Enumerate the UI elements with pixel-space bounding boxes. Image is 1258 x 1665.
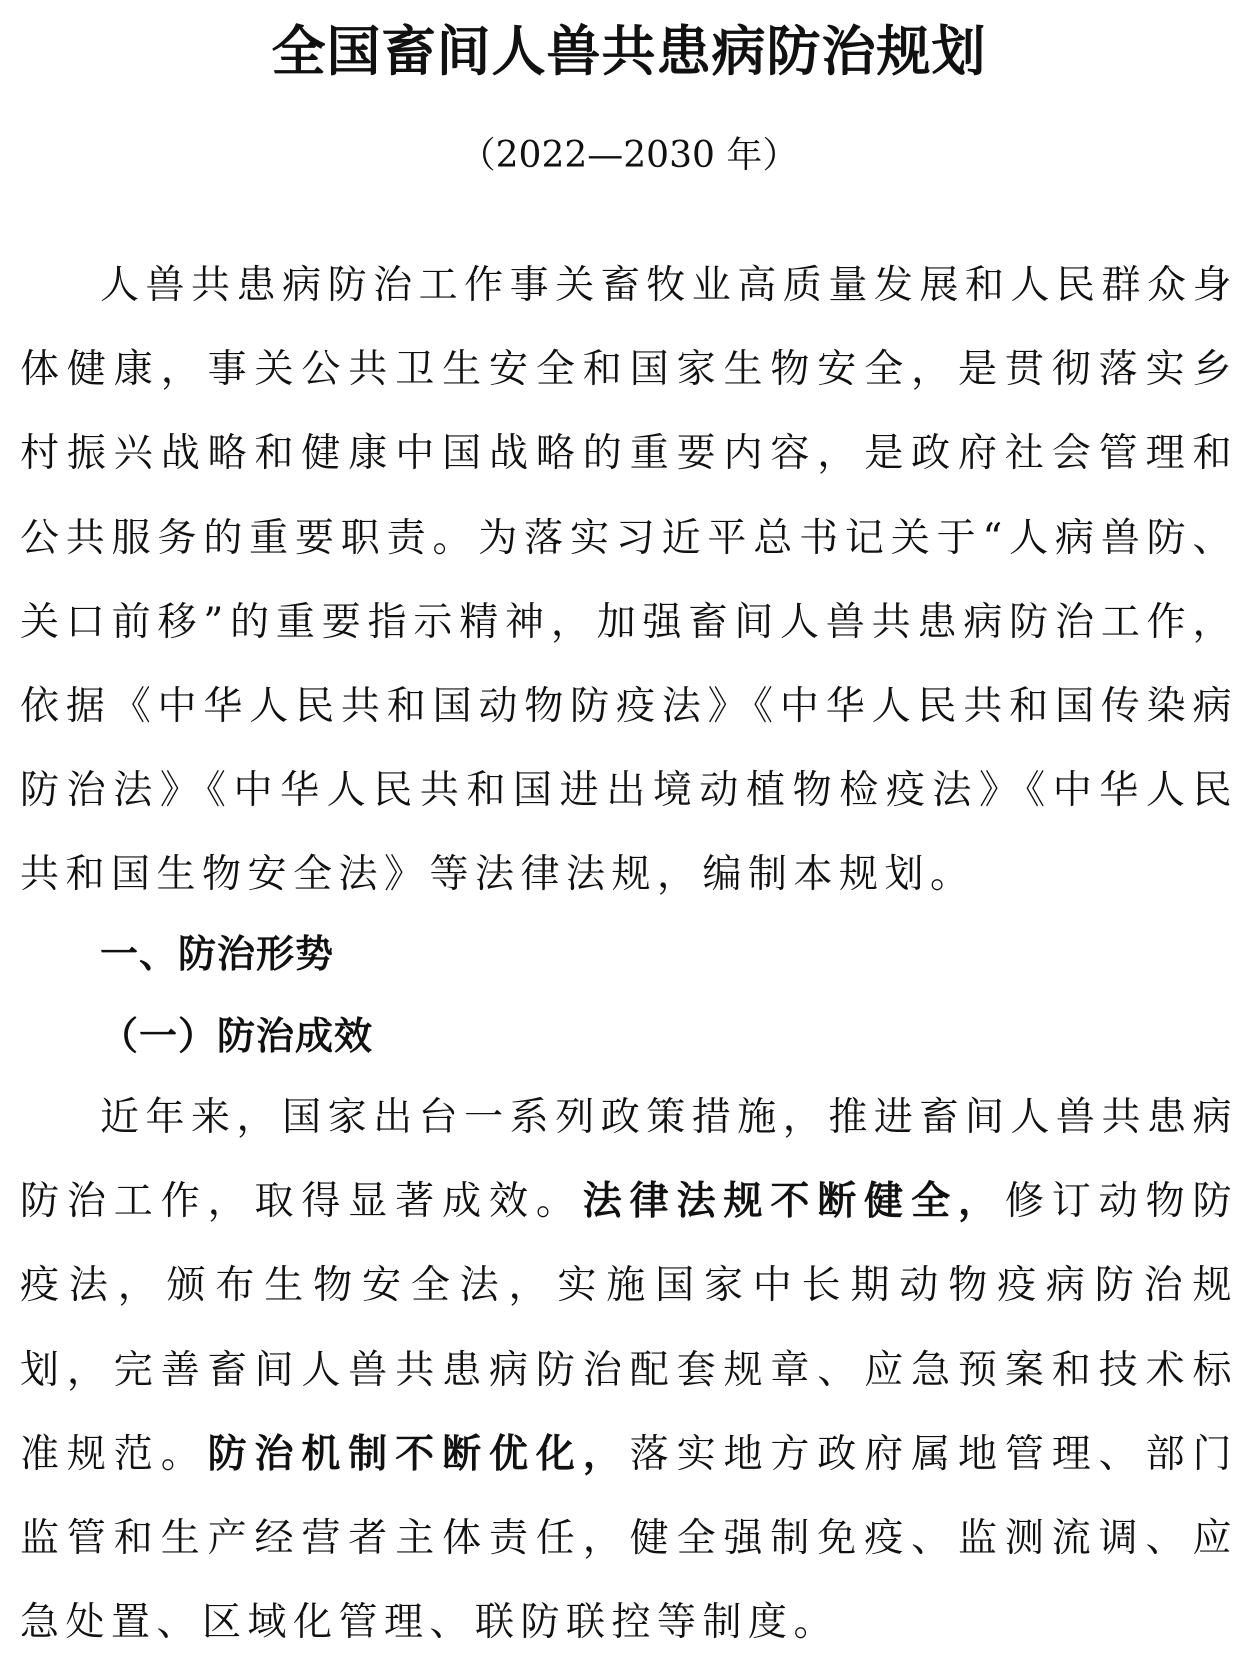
paragraph-text: 落实地方政府属地管理、部门监管和生产经营者主体责任，健全强制免疫、监测流调、应急处置、区域化管理、联防联控等制度。 bbox=[20, 1431, 1238, 1646]
subsection-heading: （一）防治成效 bbox=[100, 1014, 374, 1058]
bold-phrase-laws: 法律法规不断健全， bbox=[582, 1179, 1005, 1225]
bold-phrase-mechanism: 防治机制不断优化， bbox=[207, 1431, 630, 1477]
paragraph-text: 修订动物防疫法，颁布生物安全法，实施国家中长期动物疫病防治规划，完善畜间人兽共患病防治配套规章、应急预案和技术标准规范。 bbox=[20, 1179, 1238, 1477]
section-heading: 一、防治形势 bbox=[100, 932, 335, 976]
document-subtitle: （2022—2030 年） bbox=[459, 135, 799, 176]
achievements-paragraph bbox=[20, 1076, 1238, 1665]
document-title: 全国畜间人兽共患病防治规划 bbox=[271, 20, 987, 83]
paragraph-text: 近年来，国家出台一系列政策措施，推进畜间人兽共患病防治工作，取得显著成效。 bbox=[20, 1095, 1238, 1225]
intro-paragraph: 人兽共患病防治工作事关畜牧业高质量发展和人民群众身体健康，事关公共卫生安全和国家生物安全，是贯彻落实乡村振兴战略和健康中国战略的重要内容，是政府社会管理和公共服务的重要职责。为落实习近平总书记关于“人病兽防、关口前移”的重要指示精神，加强畜间人兽共患病防治工作，依据《中华人民共和国动物防疫法》《中华人民共和国传染病防治法》《中华人民共和国进出境动植物检疫法》《中华人民共和国生物安全法》等法律法规，编制本规划。 bbox=[20, 263, 1238, 898]
